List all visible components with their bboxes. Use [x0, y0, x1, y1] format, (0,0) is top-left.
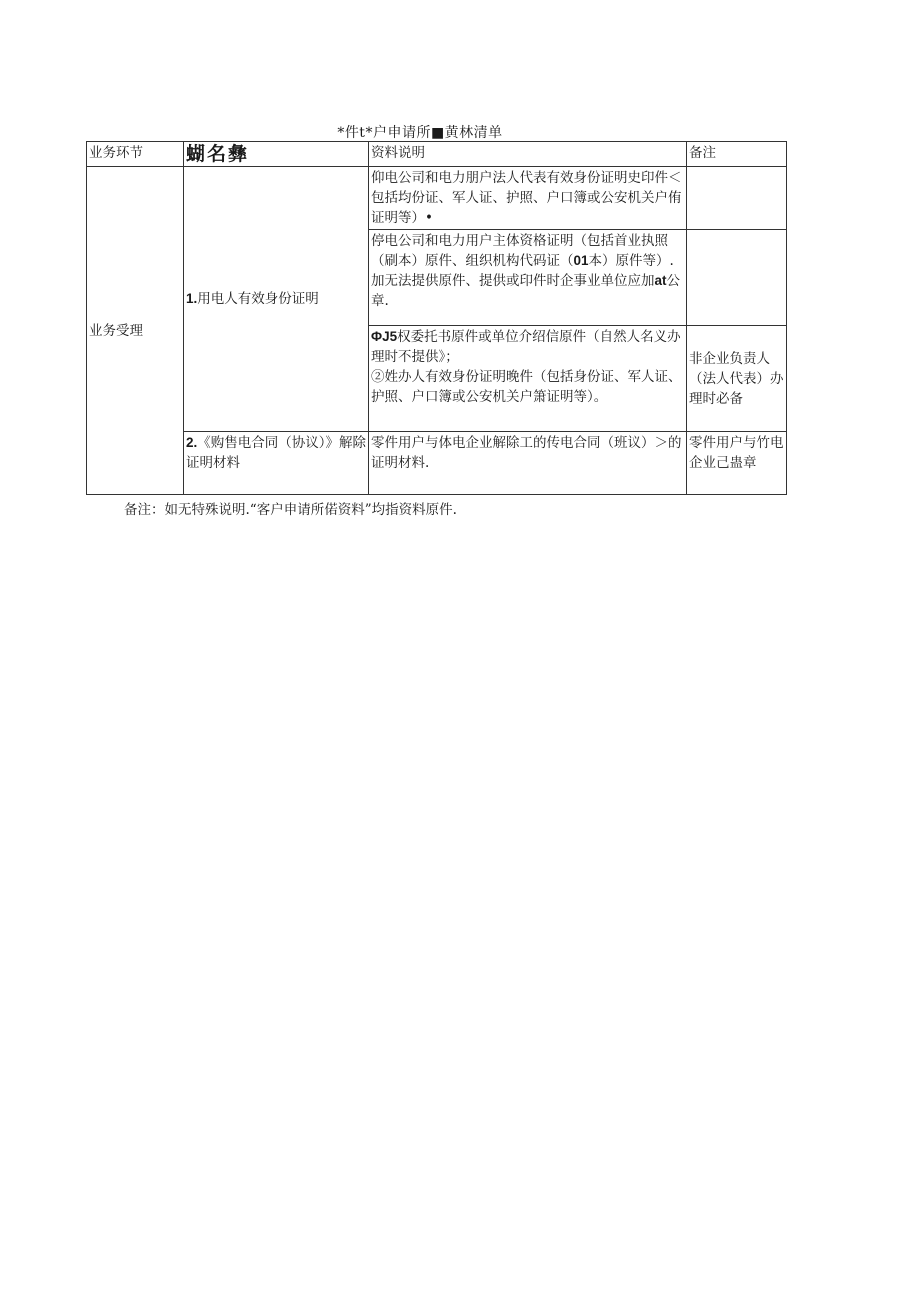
group-number: 2.	[186, 435, 198, 450]
remark-cell	[687, 167, 787, 230]
document-title: *件t*户申请所■黄林清单	[337, 125, 503, 141]
description-text: ②姓办人有效身份证明晚件（包括身份证、军人证、护照、户口簿或公安机关户箫证明等）。	[371, 369, 682, 405]
header-description: 资料说明	[369, 142, 687, 167]
description-cell	[369, 326, 687, 432]
table-row	[87, 167, 787, 230]
description-number: 01	[573, 253, 589, 268]
group-name-cell	[184, 432, 369, 495]
header-name: 蝴名彝	[184, 142, 369, 167]
description-text: 公章.	[371, 273, 681, 309]
group-name-cell	[184, 167, 369, 432]
materials-table	[86, 141, 787, 495]
header-remark: 备注	[687, 142, 787, 167]
footnote: 备注：如无特殊说明.“客户申请所偌资料”均指资料原件.	[124, 502, 457, 518]
description-cell: 零件用户与体电企业解除工的传电合同（班议）＞的证明材料.	[369, 432, 687, 495]
header-stage: 业务环节	[87, 142, 184, 167]
table-header-row	[87, 142, 787, 167]
table-row	[87, 432, 787, 495]
remark-cell: 零件用户与竹电企业己蛊章	[687, 432, 787, 495]
description-cell: 仰电公司和电力朋户法人代表有效身份证明史印件＜包括均份证、军人证、护照、户口簿或公安机关户侑证明等）•	[369, 167, 687, 230]
group-name: 《购售电合同（协议）》解除证明材料	[186, 435, 367, 471]
description-number: at	[654, 273, 667, 288]
stage-cell: 业务受理	[87, 167, 184, 495]
description-text: 本）原件等）.加无法提供原件、提供或印件时企事业单位应加	[371, 253, 674, 289]
group-number: 1.	[186, 291, 198, 306]
description-text: 停电公司和电力用户主体资格证明（包括首业执照（刷本）原件、组织机构代码证（	[371, 233, 668, 269]
description-text: 权委托书原件或单位介绍信原件（自然人名义办理时不提供》；	[371, 329, 681, 365]
remark-cell: 非企业负责人（法人代表）办理时必备	[687, 326, 787, 432]
group-name: 用电人有效身份证明	[197, 291, 319, 307]
description-number: ΦJ5	[371, 329, 398, 344]
remark-cell	[687, 230, 787, 326]
description-cell	[369, 230, 687, 326]
